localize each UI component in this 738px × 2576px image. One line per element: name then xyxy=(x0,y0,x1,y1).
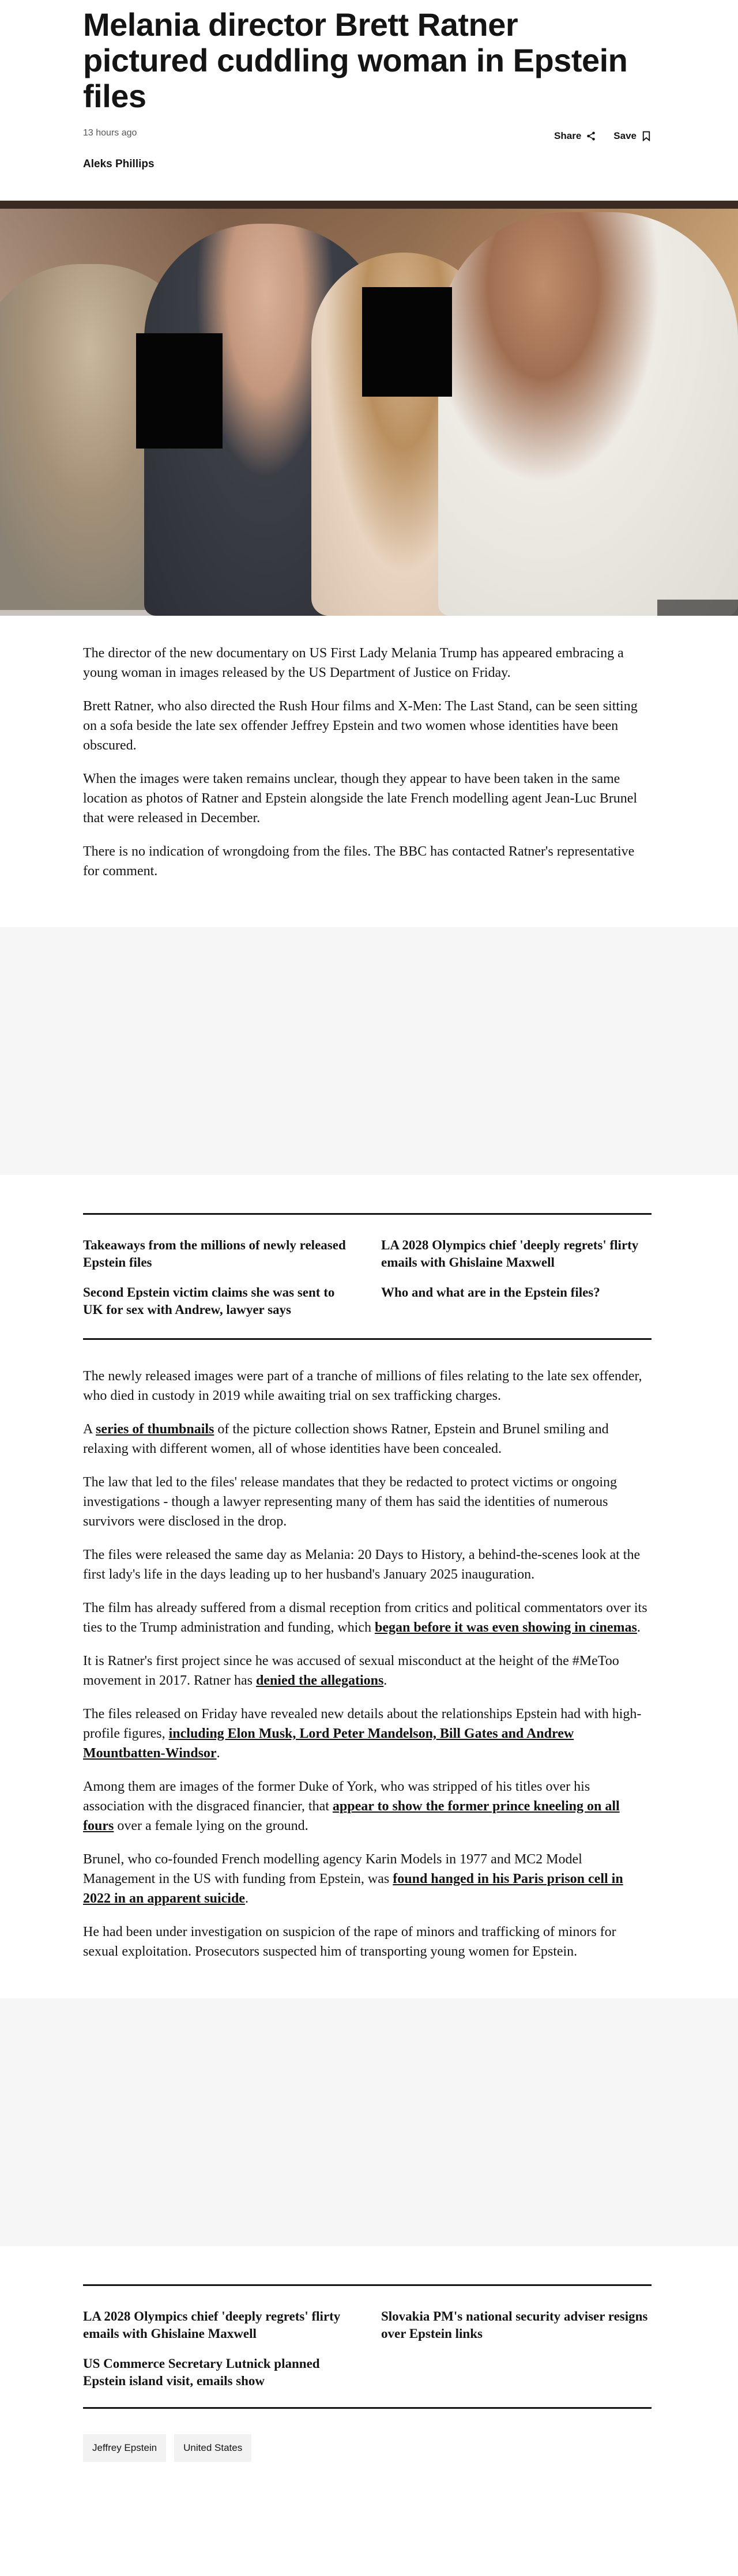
article-header xyxy=(83,0,652,171)
related-links-2 xyxy=(83,2284,652,2462)
related-link[interactable]: US Commerce Secretary Lutnick planned Epstein island visit, emails show xyxy=(83,2356,320,2388)
related-link[interactable]: Second Epstein victim claims she was sent to UK for sex with Andrew, lawyer says xyxy=(83,1285,335,1317)
save-button[interactable] xyxy=(613,130,652,142)
save-label: Save xyxy=(613,130,637,141)
inline-link[interactable]: denied the allegations xyxy=(255,1673,384,1688)
paragraph: The files released on Friday have revealed new details about the relationships Epstein had with high-profile figures, including Elon Musk, Lord Peter Mandelson, Bill Gates and Andrew Mountbatten-Windsor. xyxy=(83,1707,642,1761)
inline-link[interactable]: series of thumbnails xyxy=(96,1422,214,1437)
bookmark-icon xyxy=(641,131,652,141)
article-body-1 xyxy=(83,616,652,881)
inline-link[interactable]: began before it was even showing in cinemas xyxy=(374,1620,637,1635)
related-link[interactable]: Who and what are in the Epstein files? xyxy=(381,1285,600,1300)
timestamp: 13 hours ago xyxy=(83,128,137,138)
redaction-box xyxy=(136,333,223,449)
image-person-right xyxy=(438,212,738,616)
advertisement-slot xyxy=(0,927,738,1175)
image-frame-top xyxy=(0,201,738,209)
paragraph: Brunel, who co-founded French modelling agency Karin Models in 1977 and MC2 Model Management in the US with funding from Epstein, was found hanged in his Paris prison cell in 2022 in an apparent suicide. xyxy=(83,1852,623,1906)
share-label: Share xyxy=(554,130,582,141)
paragraph: There is no indication of wrongdoing from the files. The BBC has contacted Ratner's representative for comment. xyxy=(83,844,635,879)
paragraph: The files were released the same day as Melania: 20 Days to History, a behind-the-scenes look at the first lady's life in the days leading up to her husband's January 2025 inauguration. xyxy=(83,1547,641,1582)
related-link[interactable]: LA 2028 Olympics chief 'deeply regrets' flirty emails with Ghislaine Maxwell xyxy=(83,2309,341,2341)
related-links-1 xyxy=(83,1213,652,1340)
paragraph: He had been under investigation on suspicion of the rape of minors and trafficking of minors for sexual exploitation. Prosecutors suspected him of transporting young women for Epstein. xyxy=(83,1925,616,1959)
paragraph: When the images were taken remains unclear, though they appear to have been taken in the same location as photos of Ratner and Epstein alongside the late French modelling agent Jean-Luc Brunel that were released in December. xyxy=(83,771,638,826)
paragraph: The director of the new documentary on US First Lady Melania Trump has appeared embracing a young woman in images released by the US Department of Justice on Friday. xyxy=(83,646,624,680)
share-icon xyxy=(586,131,596,141)
advertisement-slot xyxy=(0,1998,738,2246)
hero-image xyxy=(0,201,738,616)
article-body-2 xyxy=(83,1340,652,1961)
related-link[interactable]: Slovakia PM's national security adviser resigns over Epstein links xyxy=(381,2309,648,2341)
related-link[interactable]: Takeaways from the millions of newly released Epstein files xyxy=(83,1238,346,1270)
inline-link[interactable]: appear to show the former prince kneeling on all fours xyxy=(83,1799,620,1833)
paragraph: A series of thumbnails of the picture collection shows Ratner, Epstein and Brunel smiling and relaxing with different women, all of whose identities have been concealed. xyxy=(83,1422,609,1456)
author: Aleks Phillips xyxy=(83,158,155,170)
headline: Melania director Brett Ratner pictured cuddling woman in Epstein files xyxy=(83,6,628,114)
related-link[interactable]: LA 2028 Olympics chief 'deeply regrets' flirty emails with Ghislaine Maxwell xyxy=(381,1238,639,1270)
topic-tag[interactable]: Jeffrey Epstein xyxy=(83,2434,166,2462)
paragraph: Among them are images of the former Duke of York, who was stripped of his titles over his association with the disgraced financier, that appear to show the former prince kneeling on all fours over a female lying on the ground. xyxy=(83,1779,620,1833)
paragraph: The film has already suffered from a dismal reception from critics and political commentators over its ties to the Trump administration and funding, which began before it was even showing in cinemas. xyxy=(83,1600,647,1635)
paragraph: The law that led to the files' release mandates that they be redacted to protect victims or ongoing investigations - though a lawyer representing many of them has said the identities of numerous survivors were disclosed in the drop. xyxy=(83,1475,617,1529)
paragraph: It is Ratner's first project since he was accused of sexual misconduct at the height of the #MeToo movement in 2017. Ratner has denied the allegations. xyxy=(83,1654,619,1688)
redaction-box xyxy=(362,287,452,397)
article-actions xyxy=(554,130,652,142)
topic-tags xyxy=(83,2434,652,2462)
inline-link[interactable]: found hanged in his Paris prison cell in 2022 in an apparent suicide xyxy=(83,1871,623,1906)
image-credit-bar xyxy=(657,600,738,616)
share-button[interactable] xyxy=(554,130,596,142)
meta-row xyxy=(83,125,652,152)
paragraph: Brett Ratner, who also directed the Rush Hour films and X-Men: The Last Stand, can be seen sitting on a sofa beside the late sex offender Jeffrey Epstein and two women whose identities have been obscured. xyxy=(83,699,638,753)
paragraph: The newly released images were part of a tranche of millions of files relating to the late sex offender, who died in custody in 2019 while awaiting trial on sex trafficking charges. xyxy=(83,1369,642,1403)
topic-tag[interactable]: United States xyxy=(174,2434,251,2462)
inline-link[interactable]: including Elon Musk, Lord Peter Mandelson, Bill Gates and Andrew Mountbatten-Windsor xyxy=(83,1726,574,1761)
